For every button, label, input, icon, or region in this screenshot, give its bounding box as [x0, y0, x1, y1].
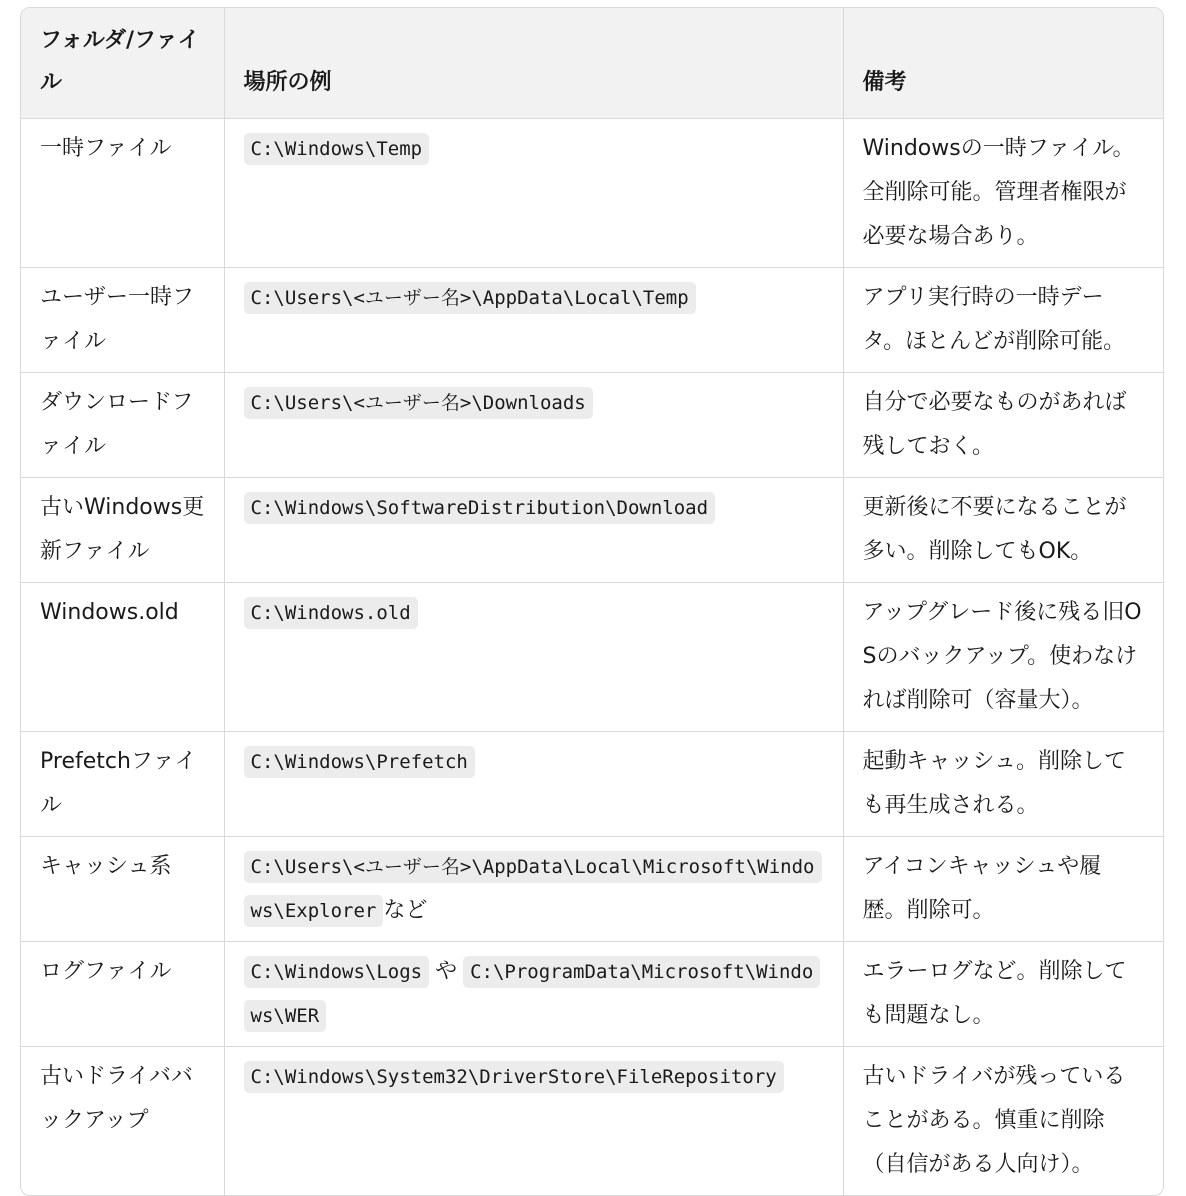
cell-note: 古いドライバが残っていることがある。慎重に削除（自信がある人向け）。 [862, 1064, 1126, 1177]
cell-note: Windowsの一時ファイル。全削除可能。管理者権限が必要な場合あり。 [843, 119, 1163, 268]
cell-location [224, 119, 843, 268]
cell-name: 古いドライババックアップ [21, 1047, 224, 1196]
table-row [21, 1047, 1163, 1196]
path-code: C:\ProgramData\Microsoft\Windows\WER [244, 956, 821, 1032]
table-row [21, 373, 1163, 478]
cell-name: ログファイル [21, 942, 224, 1047]
path-code: C:\Users\<ユーザー名>\AppData\Local\Microsoft\Windows\Explorer [244, 851, 822, 927]
path-suffix: など [383, 898, 428, 923]
cell-location [224, 837, 843, 942]
path-code: C:\Windows\Prefetch [244, 746, 475, 778]
table-row [21, 119, 1163, 268]
table-row [21, 268, 1163, 373]
path-code: C:\Users\<ユーザー名>\AppData\Local\Temp [244, 282, 696, 314]
cell-name: ユーザー一時ファイル [21, 268, 224, 373]
cell-note: エラーログなど。削除しても問題なし。 [843, 942, 1163, 1047]
cell-note: アプリ実行時の一時データ。ほとんどが削除可能。 [843, 268, 1163, 373]
table-row [21, 942, 1163, 1047]
cell-note: 自分で必要なものがあれば残しておく。 [843, 373, 1163, 478]
cell-note: アップグレード後に残る旧OSのバックアップ。使わなければ削除可（容量大）。 [843, 583, 1163, 732]
cell-note: 更新後に不要になることが多い。削除してもOK。 [843, 478, 1163, 583]
cell-name: キャッシュ系 [21, 837, 224, 942]
table-row [21, 837, 1163, 942]
cell-location [224, 942, 843, 1047]
path-code: C:\Windows\Logs [244, 956, 430, 988]
header-note: 備考 [843, 8, 1163, 119]
path-code: C:\Windows.old [244, 597, 418, 629]
header-location: 場所の例 [224, 8, 843, 119]
path-code: C:\Windows\SoftwareDistribution\Download [244, 492, 716, 524]
path-code: C:\Windows\System32\DriverStore\FileRepository [244, 1061, 784, 1093]
cell-note: アイコンキャッシュや履歴。削除可。 [843, 837, 1163, 942]
table-row [21, 583, 1163, 732]
cell-name: Windows.old [21, 583, 224, 732]
cell-location [224, 583, 843, 732]
cleanup-folders-table [21, 8, 1163, 1195]
path-code: C:\Users\<ユーザー名>\Downloads [244, 387, 593, 419]
cell-location [224, 1047, 843, 1196]
cell-location [224, 732, 843, 837]
table-header-row [21, 8, 1163, 119]
cell-location [224, 268, 843, 373]
path-code: C:\Windows\Temp [244, 133, 430, 165]
table-row [21, 732, 1163, 837]
cell-location [224, 478, 843, 583]
cell-note: 起動キャッシュ。削除しても再生成される。 [843, 732, 1163, 837]
header-folder: フォルダ/ファイル [21, 8, 224, 119]
cell-name: Prefetchファイル [21, 732, 224, 837]
path-joiner: や [435, 959, 458, 984]
cleanup-table-container [20, 7, 1164, 1196]
cell-name: ダウンロードファイル [21, 373, 224, 478]
cell-name: 一時ファイル [21, 119, 224, 268]
table-row [21, 478, 1163, 583]
cell-name: 古いWindows更新ファイル [21, 478, 224, 583]
cell-location [224, 373, 843, 478]
